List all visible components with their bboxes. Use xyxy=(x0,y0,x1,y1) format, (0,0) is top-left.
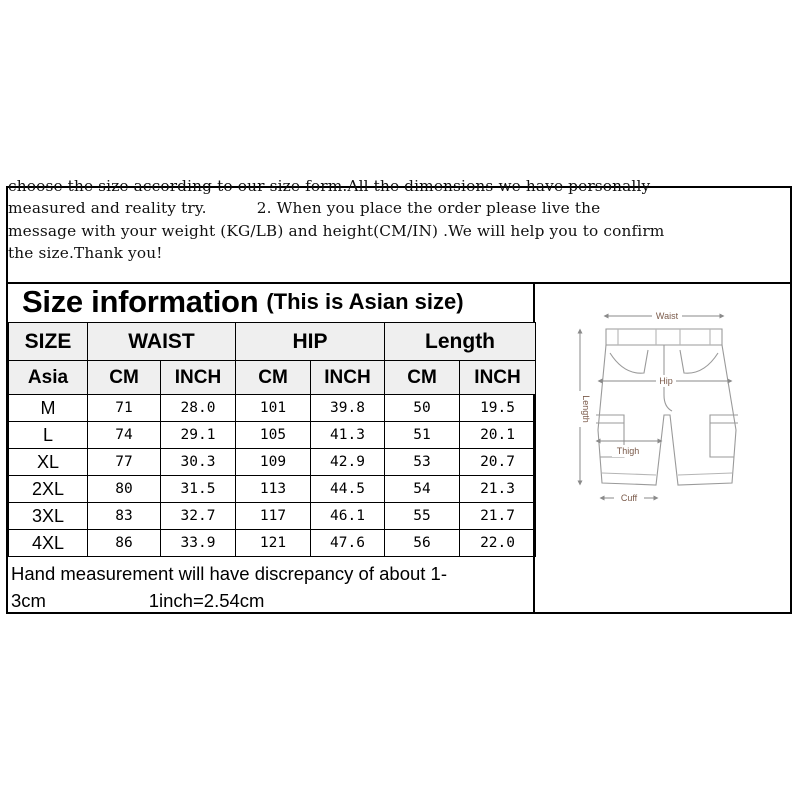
size-cell: L xyxy=(9,422,88,449)
table-cell: 39.8 xyxy=(311,395,385,422)
table-cell: 105 xyxy=(236,422,311,449)
shorts-diagram xyxy=(560,295,775,535)
size-cell: M xyxy=(9,395,88,422)
size-table xyxy=(8,322,536,557)
intro-line: message with your weight (KG/LB) and height(CM/IN) .We will help you to confirm xyxy=(8,221,665,240)
table-cell: 22.0 xyxy=(460,530,536,557)
intro-text xyxy=(8,177,788,281)
cuff-label: Cuff xyxy=(620,493,638,503)
table-cell: 50 xyxy=(385,395,460,422)
table-subheader-row xyxy=(9,361,536,395)
title-sub: (This is Asian size) xyxy=(266,289,464,314)
measurement-note xyxy=(11,560,531,614)
table-row xyxy=(9,422,536,449)
table-cell: 30.3 xyxy=(161,449,236,476)
header-unit: INCH xyxy=(311,361,385,395)
table-cell: 80 xyxy=(88,476,161,503)
table-cell: 53 xyxy=(385,449,460,476)
header-unit: CM xyxy=(88,361,161,395)
size-cell: 3XL xyxy=(9,503,88,530)
header-asia: Asia xyxy=(9,361,88,395)
table-cell: 86 xyxy=(88,530,161,557)
table-cell: 77 xyxy=(88,449,161,476)
table-row xyxy=(9,476,536,503)
table-cell: 109 xyxy=(236,449,311,476)
header-waist: WAIST xyxy=(88,323,236,361)
note-line: 3cm 1inch=2.54cm xyxy=(11,590,265,611)
table-cell: 42.9 xyxy=(311,449,385,476)
table-cell: 71 xyxy=(88,395,161,422)
table-cell: 21.7 xyxy=(460,503,536,530)
thigh-label: Thigh xyxy=(616,446,640,456)
header-unit: INCH xyxy=(161,361,236,395)
size-cell: XL xyxy=(9,449,88,476)
table-cell: 113 xyxy=(236,476,311,503)
length-label: Length xyxy=(581,395,591,423)
header-unit: CM xyxy=(385,361,460,395)
header-size: SIZE xyxy=(9,323,88,361)
table-cell: 121 xyxy=(236,530,311,557)
table-cell: 46.1 xyxy=(311,503,385,530)
header-hip: HIP xyxy=(236,323,385,361)
table-cell: 28.0 xyxy=(161,395,236,422)
table-cell: 51 xyxy=(385,422,460,449)
table-cell: 54 xyxy=(385,476,460,503)
size-cell: 4XL xyxy=(9,530,88,557)
table-row xyxy=(9,530,536,557)
table-cell: 44.5 xyxy=(311,476,385,503)
table-cell: 83 xyxy=(88,503,161,530)
table-cell: 74 xyxy=(88,422,161,449)
header-length: Length xyxy=(385,323,536,361)
table-cell: 20.7 xyxy=(460,449,536,476)
header-unit: INCH xyxy=(460,361,536,395)
intro-line: choose the size according to our size form.All the dimensions we have personally xyxy=(8,177,651,195)
table-row xyxy=(9,449,536,476)
intro-line: measured and reality try. 2. When you place the order please live the xyxy=(8,199,601,218)
table-cell: 32.7 xyxy=(161,503,236,530)
waist-label: Waist xyxy=(655,311,679,321)
table-header-row xyxy=(9,323,536,361)
table-cell: 21.3 xyxy=(460,476,536,503)
size-title xyxy=(8,283,532,321)
title-main: Size information xyxy=(22,284,259,319)
table-cell: 56 xyxy=(385,530,460,557)
table-cell: 41.3 xyxy=(311,422,385,449)
table-cell: 20.1 xyxy=(460,422,536,449)
table-cell: 19.5 xyxy=(460,395,536,422)
table-cell: 117 xyxy=(236,503,311,530)
table-row xyxy=(9,395,536,422)
table-cell: 29.1 xyxy=(161,422,236,449)
table-cell: 47.6 xyxy=(311,530,385,557)
intro-line: the size.Thank you! xyxy=(8,243,163,262)
table-row xyxy=(9,503,536,530)
table-cell: 55 xyxy=(385,503,460,530)
header-unit: CM xyxy=(236,361,311,395)
table-cell: 31.5 xyxy=(161,476,236,503)
size-cell: 2XL xyxy=(9,476,88,503)
hip-label: Hip xyxy=(659,376,673,386)
note-line: Hand measurement will have discrepancy of about 1- xyxy=(11,563,448,584)
table-cell: 33.9 xyxy=(161,530,236,557)
table-cell: 101 xyxy=(236,395,311,422)
